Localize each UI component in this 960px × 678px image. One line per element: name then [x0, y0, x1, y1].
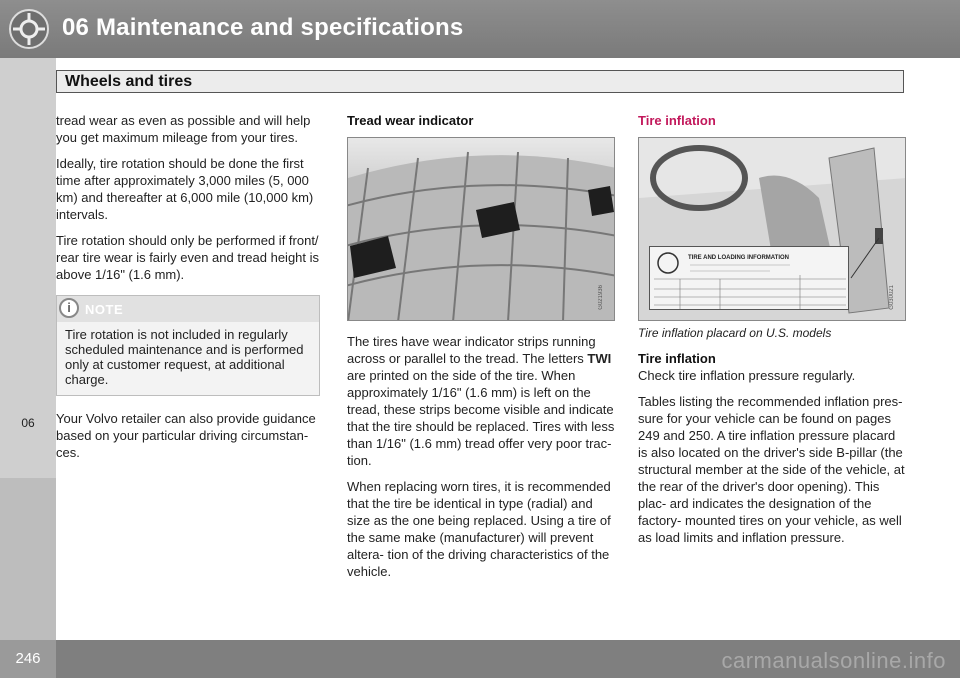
- note-title: NOTE: [85, 302, 124, 317]
- chapter-sidetab: [0, 58, 56, 478]
- column-2: [347, 112, 615, 589]
- wrench-gear-icon: [8, 8, 50, 50]
- section-title: Wheels and tires: [65, 73, 193, 90]
- figure-code: G030021: [889, 285, 895, 310]
- paragraph: [347, 333, 615, 469]
- chapter-title: 06 Maintenance and specifications: [62, 14, 464, 41]
- paragraph: tread wear as even as possible and will help you get maximum mileage from your tires.: [56, 113, 311, 145]
- column-3: [638, 112, 906, 555]
- paragraph: Your Volvo retailer can also provide guidance based on your particular driving circumstan- ces.: [56, 411, 316, 460]
- text-segment: The tires have wear indicator strips running across or parallel to the tread. The letters: [347, 334, 596, 366]
- column-1: [56, 112, 320, 470]
- sidetab-lower: [0, 478, 56, 640]
- paragraph: Ideally, tire rotation should be done the first time after approximately 3,000 miles (5, 000 km) and thereafter at 6,000 mile (10,000 km) intervals.: [56, 156, 314, 222]
- text-segment: are printed on the side of the tire. When approximately 1/16" (1.6 mm) is left on the tread, these strips become visible and indicate that the tire should be replaced. Tires with less than 1/16" (1.6 mm) tread offer very poor trac- tion.: [347, 368, 615, 468]
- tire-inflation-subheading: Tire inflation: [638, 351, 716, 366]
- figure-code: G021936: [598, 285, 604, 310]
- section-bar: [56, 70, 904, 93]
- info-icon: i: [59, 298, 79, 318]
- twi-emphasis: TWI: [587, 351, 612, 366]
- note-box: [56, 295, 320, 396]
- chapter-header: [0, 0, 960, 58]
- tire-tread-illustration: [348, 138, 615, 321]
- paragraph: When replacing worn tires, it is recommended that the tire be identical in type (radial) and size as the one being replaced. Using a tire of the same make (manufacturer) will prevent altera- tion of the driving characteristics of the vehicle.: [347, 479, 611, 579]
- note-text: Tire rotation is not included in regularly scheduled maintenance and is performed only at customer request, at additional charge.: [57, 322, 319, 395]
- page-footer: [0, 640, 960, 678]
- sidetab-chapter-number: 06: [21, 416, 35, 430]
- paragraph: Tire rotation should only be performed if front/ rear tire wear is fairly even and tread height is above 1/16" (1.6 mm).: [56, 233, 320, 282]
- tire-loading-placard: [649, 246, 849, 310]
- tire-inflation-heading: Tire inflation: [638, 113, 716, 128]
- placard-title: TIRE AND LOADING INFORMATION: [688, 255, 789, 261]
- page-number: 246: [15, 650, 41, 667]
- paragraph: Check tire inflation pressure regularly.: [638, 368, 856, 383]
- watermark: carmanualsonline.info: [721, 648, 946, 673]
- paragraph: Tables listing the recommended inflation pres- sure for your vehicle can be found on pages 249 and 250. A tire inflation pressure placard is also located on the driver's side B-pillar (the structural member at the side of the vehicle, at the rear of the driver's door opening). This plac- ard indicates the designation of the factory- mounted tires on your vehicle, as well as load limits and inflation pressure.: [638, 394, 905, 545]
- note-header: [57, 296, 319, 322]
- figure-caption: Tire inflation placard on U.S. models: [638, 326, 832, 340]
- tread-wear-figure: [347, 137, 615, 321]
- tire-placard-figure: [638, 137, 906, 321]
- tread-wear-heading: Tread wear indicator: [347, 113, 474, 128]
